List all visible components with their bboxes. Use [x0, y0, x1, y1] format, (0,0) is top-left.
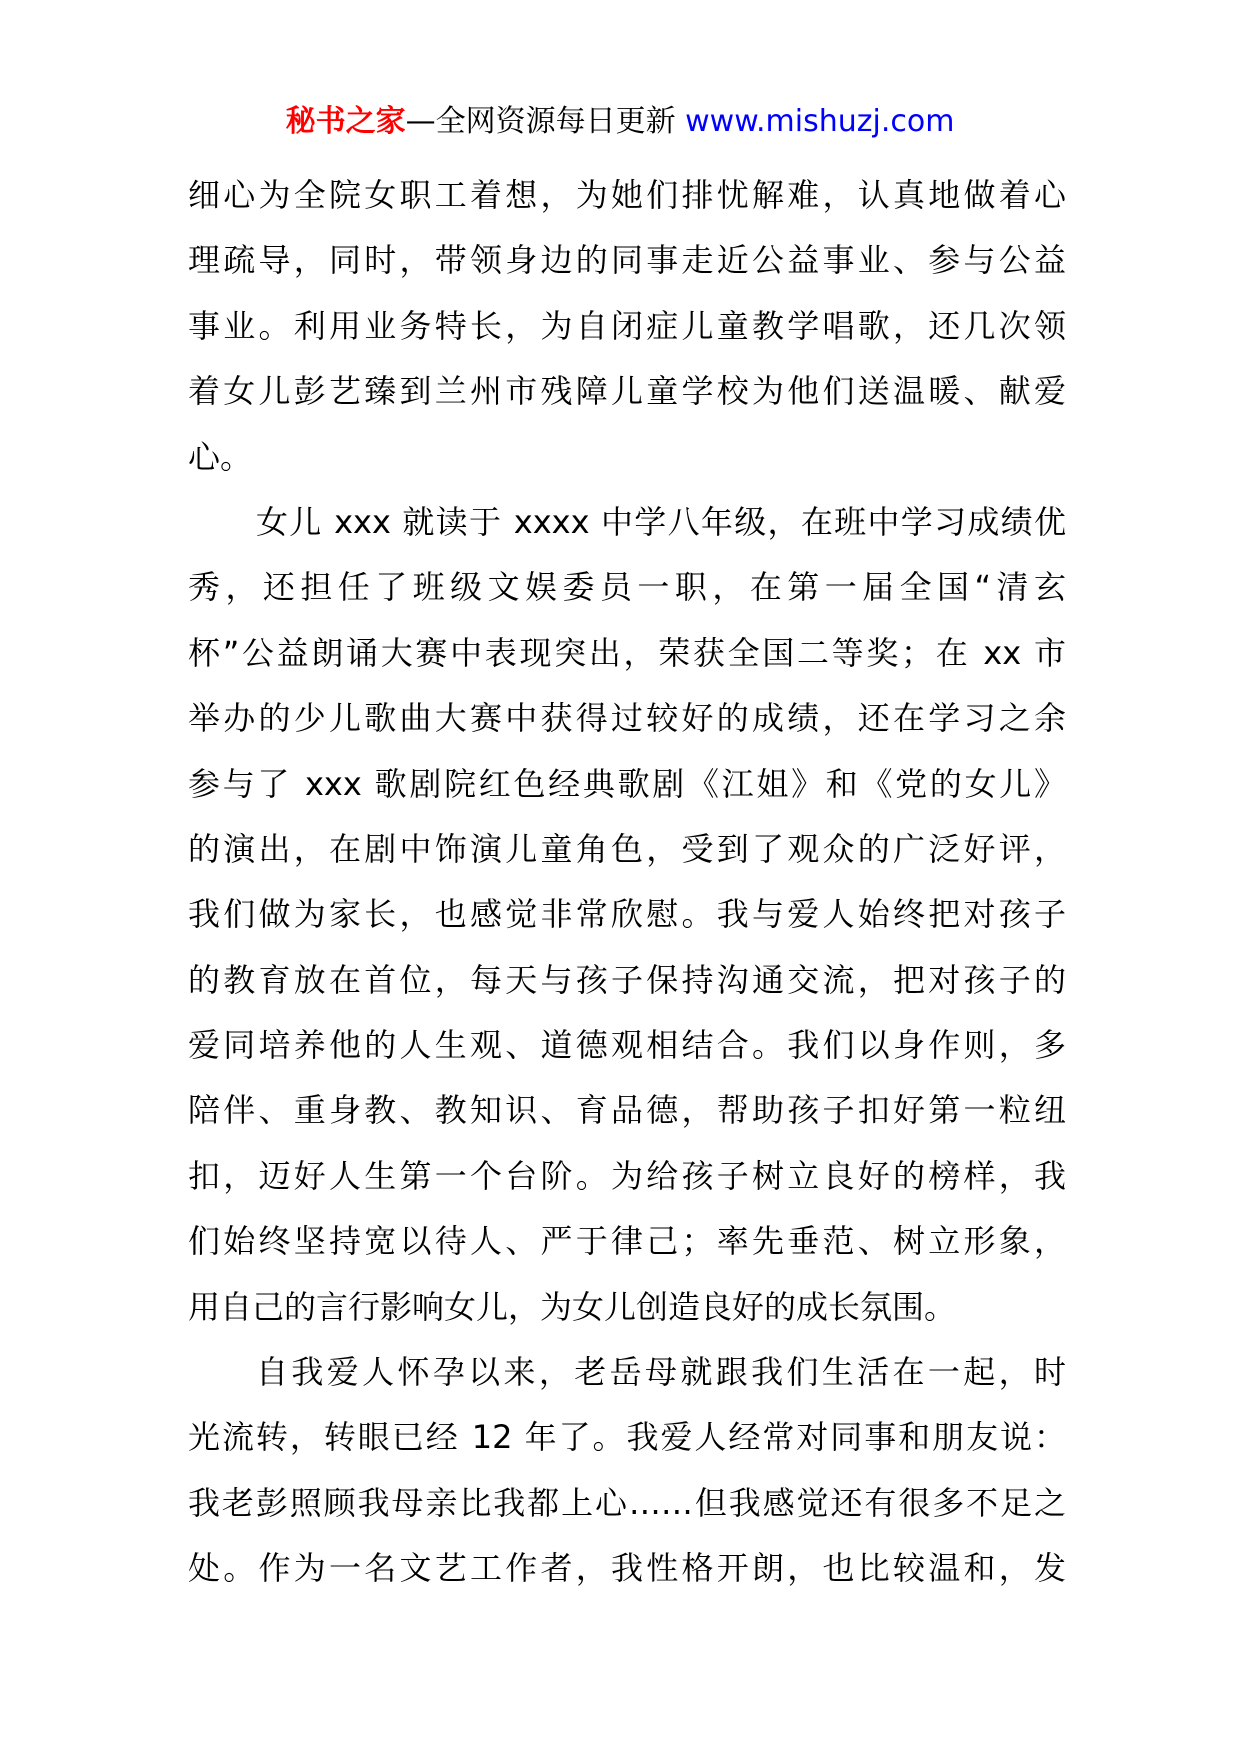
text-line: 们始终坚持宽以待人、严于律己；率先垂范、树立形象，: [188, 1222, 1066, 1261]
text-line: 的教育放在首位，每天与孩子保持沟通交流，把对孩子的: [188, 960, 1066, 999]
paragraph-3: [188, 1340, 1066, 1602]
text-line: 举办的少儿歌曲大赛中获得过较好的成绩，还在学习之余: [188, 699, 1066, 738]
text-line: 陪伴、重身教、教知识、育品德，帮助孩子扣好第一粒纽: [188, 1091, 1066, 1130]
text-line: 秀，还担任了班级文娱委员一职，在第一届全国“清玄: [188, 568, 1066, 607]
text-line: 事业。利用业务特长，为自闭症儿童教学唱歌，还几次领: [188, 306, 1066, 345]
text-line: 扣，迈好人生第一个台阶。为给孩子树立良好的榜样，我: [188, 1156, 1066, 1195]
brand-name: 秘书之家: [285, 104, 406, 139]
text-line: 参与了 xxx 歌剧院红色经典歌剧《江姐》和《党的女儿》: [188, 764, 1066, 803]
text-line: 心。: [188, 437, 253, 476]
document-body: [188, 163, 1066, 1602]
site-url: www.mishuzj.com: [685, 104, 955, 139]
text-line: 我们做为家长，也感觉非常欣慰。我与爱人始终把对孩子: [188, 895, 1066, 934]
page-header: [0, 100, 1240, 144]
text-line: 的演出，在剧中饰演儿童角色，受到了观众的广泛好评，: [188, 829, 1066, 868]
paragraph-1: [188, 163, 1066, 490]
text-line: 理疏导，同时，带领身边的同事走近公益事业、参与公益: [188, 241, 1066, 280]
text-line: 细心为全院女职工着想，为她们排忧解难，认真地做着心: [188, 176, 1066, 214]
text-line: 我老彭照顾我母亲比我都上心……但我感觉还有很多不足之: [188, 1483, 1066, 1522]
text-line: 爱同培养他的人生观、道德观相结合。我们以身作则，多: [188, 1026, 1066, 1065]
text-line: 用自己的言行影响女儿，为女儿创造良好的成长氛围。: [188, 1287, 957, 1326]
text-line: 杯”公益朗诵大赛中表现突出，荣获全国二等奖；在 xx 市: [188, 633, 1066, 672]
text-line: 女儿 xxx 就读于 xxxx 中学八年级，在班中学习成绩优: [256, 502, 1066, 541]
header-tagline: —全网资源每日更新: [405, 104, 686, 139]
text-line: 光流转，转眼已经 12 年了。我爱人经常对同事和朋友说：: [188, 1418, 1066, 1457]
paragraph-2: [188, 490, 1066, 1340]
text-line: 处。作为一名文艺工作者，我性格开朗，也比较温和，发: [188, 1549, 1066, 1588]
text-line: 自我爱人怀孕以来，老岳母就跟我们生活在一起，时: [256, 1353, 1066, 1392]
text-line: 着女儿彭艺臻到兰州市残障儿童学校为他们送温暖、献爱: [188, 372, 1066, 411]
